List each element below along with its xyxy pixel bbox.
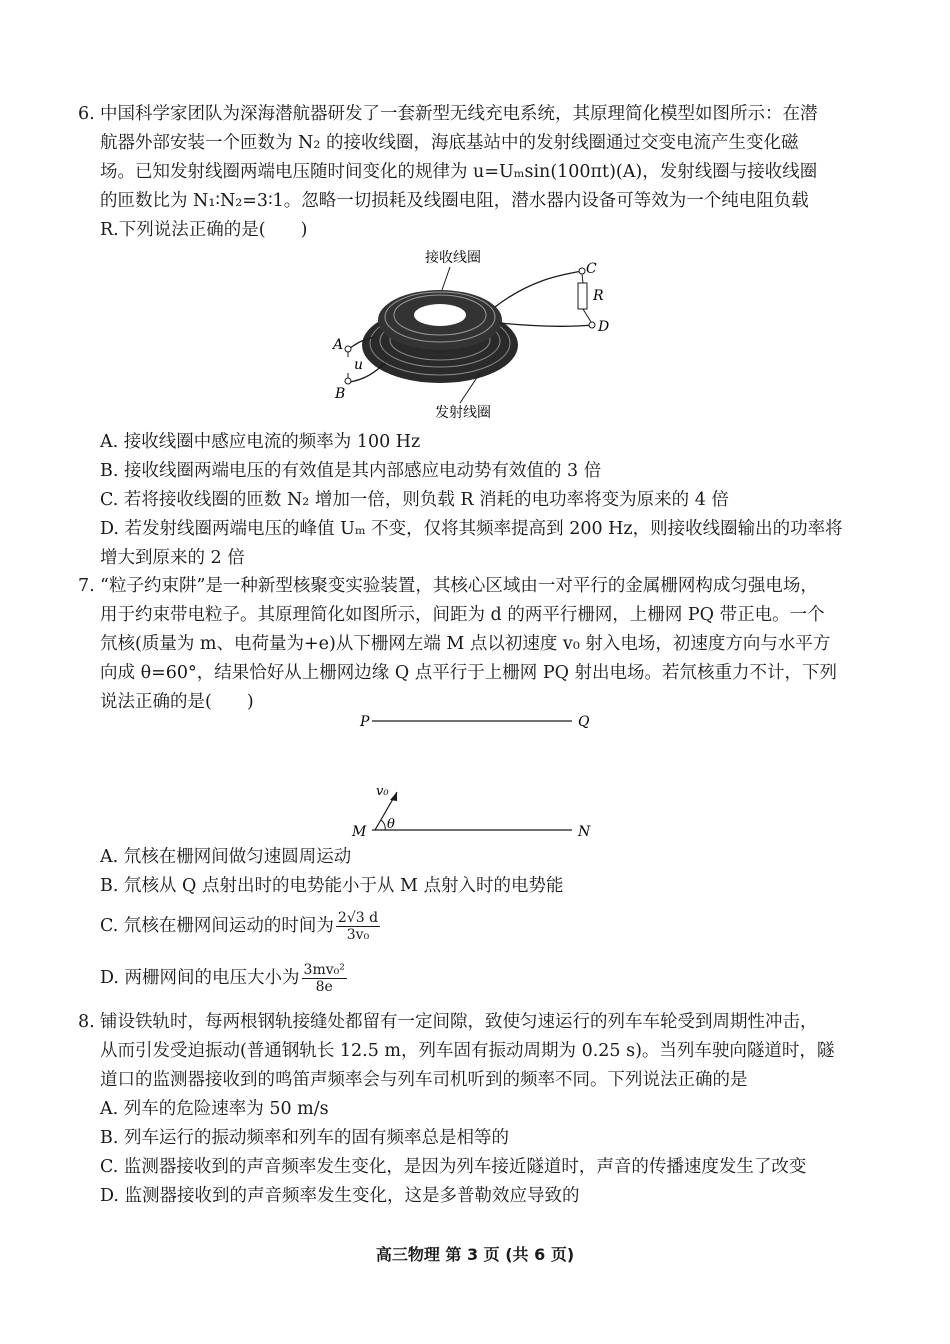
question-text-line: 道口的监测器接收到的鸣笛声频率会与列车司机听到的频率不同。下列说法正确的是 bbox=[100, 1070, 748, 1090]
question-text-line: 向成 θ=60°，结果恰好从上栅网边缘 Q 点平行于上栅网 PQ 射出电场。若氘核重力不计，下列 bbox=[100, 663, 837, 683]
option-d-continued: 增大到原来的 2 倍 bbox=[100, 548, 245, 568]
question-text-line: 铺设铁轨时，每两根钢轨接缝处都留有一定间隙，致使匀速运行的列车车轮受到周期性冲击， bbox=[100, 1012, 818, 1032]
source-label: u bbox=[354, 357, 364, 373]
fraction-numerator: 3mv₀² bbox=[303, 962, 345, 978]
fraction-numerator: 2√3 d bbox=[337, 910, 379, 926]
page-footer: 高三物理 第 3 页 (共 6 页) bbox=[375, 1245, 575, 1264]
question-text-line: 用于约束带电粒子。其原理简化如图所示，间距为 d 的两平行栅网，上栅网 PQ 带正电。一个 bbox=[100, 605, 825, 625]
option-a: A. 氘核在栅网间做匀速圆周运动 bbox=[100, 847, 352, 867]
question-text-line: R.下列说法正确的是( ) bbox=[100, 220, 308, 240]
question-text-line: 中国科学家团队为深海潜航器研发了一套新型无线充电系统，其原理简化模型如图所示：在潜 bbox=[100, 104, 818, 124]
fraction bbox=[302, 962, 347, 995]
point-m: M bbox=[352, 824, 367, 840]
fraction-denominator: 8e bbox=[315, 979, 333, 995]
option-a: A. 列车的危险速率为 50 m/s bbox=[100, 1099, 329, 1119]
question-text-line: 说法正确的是( ) bbox=[100, 692, 254, 712]
coil-diagram bbox=[330, 245, 630, 425]
option-a: A. 接收线圈中感应电流的频率为 100 Hz bbox=[100, 432, 421, 452]
option-c-text: C. 氘核在栅网间运动的时间为 bbox=[100, 916, 334, 936]
option-b: B. 列车运行的振动频率和列车的固有频率总是相等的 bbox=[100, 1128, 509, 1148]
question-text-line: 场。已知发射线圈两端电压随时间变化的规律为 u=Uₘsin(100πt)(A)，发射线圈与接收线圈 bbox=[100, 162, 818, 182]
point-a: A bbox=[333, 337, 344, 353]
fraction-denominator: 3v₀ bbox=[346, 927, 370, 943]
resistor-label: R bbox=[593, 288, 604, 304]
angle-label: θ bbox=[387, 817, 395, 832]
question-text-line: 航器外部安装一个匝数为 N₂ 的接收线圈，海底基站中的发射线圈通过交变电流产生变化磁 bbox=[100, 133, 799, 153]
point-b: B bbox=[335, 386, 346, 402]
option-c: C. 若将接收线圈的匝数 N₂ 增加一倍，则负载 R 消耗的电功率将变为原来的 4 倍 bbox=[100, 490, 729, 510]
option-d: D. 若发射线圈两端电压的峰值 Uₘ 不变，仅将其频率提高到 200 Hz，则接收线圈输出的功率将 bbox=[100, 519, 843, 539]
point-c: C bbox=[586, 261, 597, 277]
label-transmit-coil: 发射线圈 bbox=[435, 405, 491, 421]
question-text-line: 氘核(质量为 m、电荷量为+e)从下栅网左端 M 点以初速度 v₀ 射入电场，初速度方向与水平方 bbox=[100, 634, 831, 654]
fraction bbox=[336, 910, 380, 943]
option-d: D. 监测器接收到的声音频率发生变化，这是多普勒效应导致的 bbox=[100, 1186, 580, 1206]
option-b: B. 接收线圈两端电压的有效值是其内部感应电动势有效值的 3 倍 bbox=[100, 461, 602, 481]
option-d bbox=[100, 962, 347, 995]
label-receive-coil: 接收线圈 bbox=[425, 250, 481, 266]
point-d: D bbox=[598, 319, 610, 335]
option-c: C. 监测器接收到的声音频率发生变化，是因为列车接近隧道时，声音的传播速度发生了改变 bbox=[100, 1157, 807, 1177]
option-c bbox=[100, 910, 380, 943]
question-text-line: 的匝数比为 N₁∶N₂=3∶1。忽略一切损耗及线圈电阻，潜水器内设备可等效为一个纯电阻负载 bbox=[100, 191, 809, 211]
point-q: Q bbox=[578, 714, 590, 730]
option-b: B. 氘核从 Q 点射出时的电势能小于从 M 点射入时的电势能 bbox=[100, 876, 564, 896]
question-text-line: “粒子约束阱”是一种新型核聚变实验装置，其核心区域由一对平行的金属栅网构成匀强电场， bbox=[100, 576, 818, 596]
question-text-line: 从而引发受迫振动(普通钢轨长 12.5 m，列车固有振动周期为 0.25 s)。当列车驶向隧道时，隧 bbox=[100, 1041, 835, 1061]
point-n: N bbox=[578, 824, 591, 840]
velocity-label: v₀ bbox=[376, 784, 389, 799]
grid-plates-diagram bbox=[340, 705, 610, 845]
question-number: 8. bbox=[78, 1012, 95, 1032]
question-number: 6. bbox=[78, 104, 95, 124]
point-p: P bbox=[360, 714, 370, 730]
question-number: 7. bbox=[78, 576, 95, 596]
option-d-text: D. 两栅网间的电压大小为 bbox=[100, 968, 300, 988]
